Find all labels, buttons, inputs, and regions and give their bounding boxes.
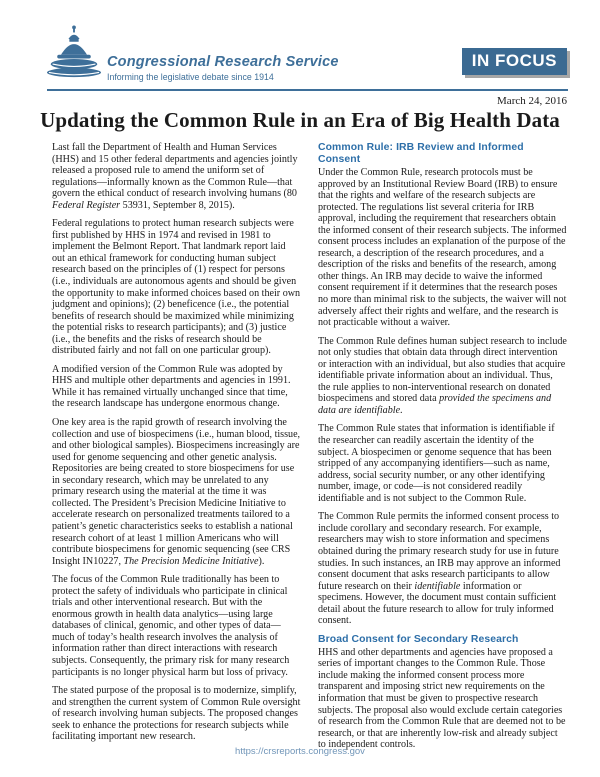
section-heading: Broad Consent for Secondary Research [318,633,519,645]
document-date: March 24, 2016 [497,95,567,107]
document-body [0,142,600,758]
page-title: Updating the Common Rule in an Era of Big Health Data [40,108,560,132]
footer-url[interactable]: https://crsreports.congress.gov [235,746,365,757]
body-paragraph: The focus of the Common Rule traditionally has been to protect the safety of individuals who participate in clinical trials and other interventional research. But with the enormous growth in health data analytics—using large databases of clinical, genomic, and other types of data—much of today’s health research involves the analysis of information rather than direct interactions with research subjects. Consequently, the primary risk for many research participants is no longer physical harm but loss of privacy. [52,574,290,678]
footer [0,746,600,757]
body-paragraph: The Common Rule states that information is identifiable if the researcher can readily ascertain the identity of the subject. A biospecimen or genome sequence that has been stripped of any accompanying identifiers—such as name, address, social security number, or any other identifying number, image, or code—is not considered readily identifiable and is not subject to the Common Rule. [318,423,555,504]
body-paragraph: The Common Rule defines human subject research to include not only studies that obtain data through direct intervention or interaction with an individual, but also studies that acquire identifiable private information about an individual. Thus, the rule applies to non-interventional research on donated biospecimens and stored data provided the specimens and data are identifiable. [318,335,567,416]
body-paragraph: HHS and other departments and agencies have proposed a series of important changes to the Common Rule. Those include making the informed consent process more transparent and imposing strict new requirements on the information that must be given to prospective research subjects. The proposal also would exclude certain categories of research from the Common Rule that are deemed not to be research, or that are inherently low-risk and already subject to independent controls. [318,646,566,751]
body-paragraph: Federal regulations to protect human research subjects were first published by HHS in 1974 and revised in 1981 to implement the Belmont Report. That landmark report laid out an ethical framework for conducting human subject research based on the principles of (1) respect for persons (i.e., individuals are autonomous agents and should be given the opportunity to make informed choices based on their own judgment and opinions); (2) beneficence (i.e., the potential benefits of research should be maximized while minimizing the potential risks to research participants); and (3) justice (i.e., the benefits and the risks of research should be distributed fairly and not fall on one particular group). [52,218,301,357]
body-paragraph: Under the Common Rule, research protocols must be approved by an Institutional Review Board (IRB) to ensure that the rights and welfare of the research subjects are protected. The regulations list several criteria for IRB approval, including the requirement that researchers obtain the informed consent of their research subjects. The informed consent process includes an explanation of the purpose of the research, a description of the research procedures, and a description of the risks and benefits of the research, among other things. An IRB may decide to waive the informed consent requirement if it determines that the research poses no more than minimal risk to the subjects, the waiver will not adversely affect their rights and welfare, and the research is not practicable without a waiver. [318,167,567,329]
body-paragraph: The Common Rule permits the informed consent process to include corollary and secondary research. For example, researchers may wish to store information and specimens obtained during the primary research study for use in future studies. In such instances, an IRB may approve an informed consent document that asks research participants to allow future research on their identifiable information or specimens. However, the document must contain sufficient detail about the future research to allow for truly informed consent. [318,511,561,627]
section-heading: Common Rule: IRB Review and Informed Consent [318,142,524,165]
crs-logo [46,25,339,84]
org-tagline: Informing the legislative debate since 1914 [107,72,274,82]
logo-text [107,54,339,84]
capitol-dome-icon [46,25,102,84]
header-divider [47,89,568,91]
org-name: Congressional Research Service [107,54,339,70]
document-header [0,0,600,84]
body-paragraph: One key area is the rapid growth of research involving the collection and use of biospecimens (i.e., human blood, tissue, and other biological samples). Biospecimens increasingly are used for genome sequencing and other genetic analysis. Repositories are being created to store biospecimens for use in secondary research, which may be unrelated to any primary research using the material at the time it was collected. The President’s Precision Medicine Initiative to accelerate research on personalized treatments tailored to a patient’s genetic characteristics seeks to establish a national research cohort of at least 1 million Americans who will contribute biospecimens for genomic sequencing (see CRS Insight IN10227, The Precision Medicine Initiative). [52,417,301,567]
body-paragraph: Last fall the Department of Health and Human Services (HHS) and 15 other federal departments and agencies jointly released a proposed rule to amend the uniform set of regulations—informally known as the Common Rule—that govern the ethical conduct of research involving humans (80 Federal Register 53931, September 8, 2015). [52,142,298,211]
body-paragraph: A modified version of the Common Rule was adopted by HHS and multiple other departments and agencies in 1991. While it has remained virtually unchanged since that time, the research landscape has undergone enormous change. [52,363,291,410]
in-focus-badge: IN FOCUS [462,48,567,75]
left-column [52,142,301,758]
right-column [318,142,567,758]
body-paragraph: The stated purpose of the proposal is to modernize, simplify, and strengthen the current system of Common Rule oversight of research involving human subjects. The proposed changes seek to enhance the protections for research subjects while facilitating important new research. [52,685,301,743]
